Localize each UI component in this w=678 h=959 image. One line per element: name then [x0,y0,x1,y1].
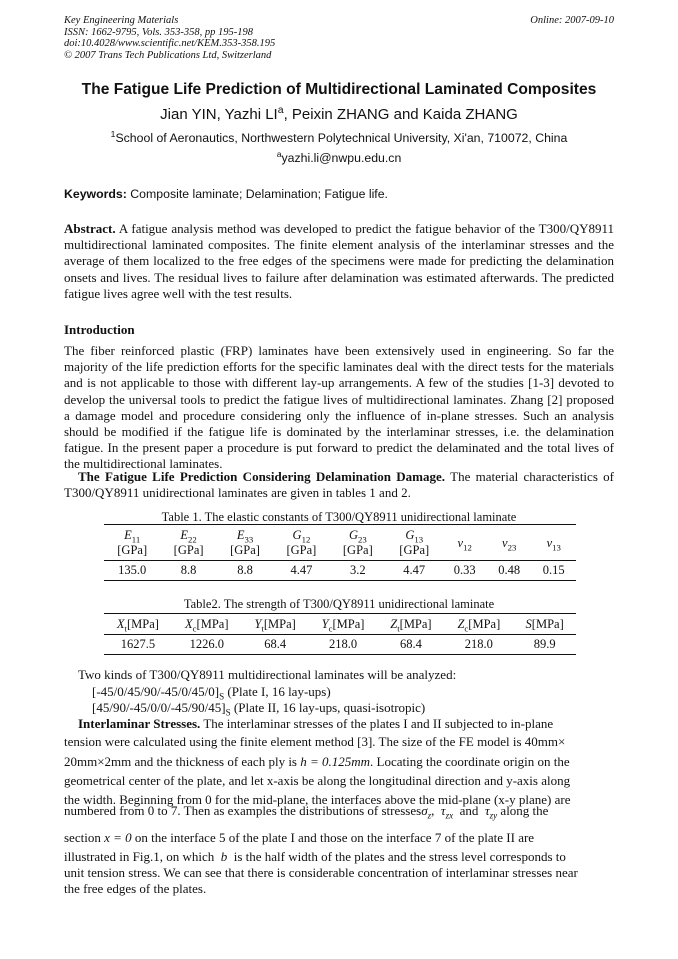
unit: [GPa] [117,543,148,557]
interlaminar-line6: numbered from 0 to 7. Then as examples the distributions of stressesσ$_z$, $\tau_{zx}$ and $\tau_{zy}$ along the [64,803,549,821]
doi: doi:10.4028/www.scientific.net/KEM.353-358.195 [64,38,276,50]
table1-value-cell: 4.47 [403,563,426,577]
authors-part1: Jian YIN, Yazhi LI [160,106,278,123]
plate1-layup: [-45/0/45/90/-45/0/45/0] [92,684,220,699]
unit: [GPa] [173,543,204,557]
table1 [104,524,576,581]
symbol: Y [321,617,329,631]
table2-value-cell: 1627.5 [120,637,156,651]
symbol: Y [254,617,262,631]
symbol: S [525,617,532,631]
table2-header-cell [172,614,242,635]
symbol: Z [457,617,465,631]
table1-value-cell: 0.15 [542,563,565,577]
author-list [0,106,678,123]
unit: [GPa] [286,543,317,557]
affiliation-text: School of Aeronautics, Northwestern Polytechnical University, Xi'an, 710072, China [115,131,568,145]
ply-thickness-eq: h = 0.125mm [300,754,371,769]
symbol: ν [546,535,553,550]
unit: [MPa] [332,617,365,631]
unit: [GPa] [342,543,373,557]
symbol-subscript: 11 [131,534,141,545]
plate2-desc: (Plate II, 16 lay-ups, quasi-isotropic) [230,700,426,715]
table1-header-cell [104,525,160,561]
symbol: E [124,528,132,542]
abstract [64,221,614,302]
plate1-sub: S [219,691,225,702]
table1-caption: Table 1. The elastic constants of T300/QY8911 unidirectional laminate [161,510,517,524]
issn: ISSN: 1662-9795, Vols. 353-358, pp 195-198 [64,26,253,38]
unit: [MPa] [531,617,564,631]
table2-header-cell [377,614,444,635]
symbol-subscript: t [124,623,127,634]
unit: [MPa] [126,617,159,631]
fatigue-text: The material characteristics of T300/QY8911 unidirectional laminates are given in tables 1 and 2. [64,469,615,501]
symbol-subscript: c [328,623,333,634]
table2-header-cell [444,614,513,635]
table1-value-cell: 0.33 [453,563,476,577]
paper-title: The Fatigue Life Prediction of Multidirectional Laminated Composites [81,81,597,98]
section-eq: x = 0 [104,830,132,845]
fatigue-heading: The Fatigue Life Prediction Considering Delamination Damage. [78,469,446,484]
table1-header-cell [386,525,442,561]
table1-value-cell: 3.2 [350,563,366,577]
introduction-text: The fiber reinforced plastic (FRP) laminates have been extensively used in engineering. So far the majority of the life prediction efforts for the specific laminates deal with the direct tests for the materials and is not applicable to those with different lay-up arrangements. A few of the studies [1-3] devoted to develop the universal tools to predict the fatigue lives of multidirectional laminates. Zhang [2] proposed a damage model and procedure considering only the influence of in-plane stresses. Such an analysis should be modified if the fatigue life is dominated by the interlaminar stresses, i.e. the delamination fatigue. In the present paper a procedure is put forward to predict the delaminated and the total lives of the multidirectional laminates. [64,343,614,472]
sigma-sub: z [427,810,432,821]
table1-value-cell: 135.0 [118,563,147,577]
tau-zy-symbol: τ [484,803,490,818]
symbol-subscript: t [397,623,400,634]
author-sup: a [277,104,284,116]
table1-header-cell [487,525,532,561]
table1-header-row [104,525,576,561]
table1-header-cell [531,525,576,561]
interlaminar-l6a: numbered from 0 to 7. Then as examples the distributions of stresses [64,803,422,818]
unit: [MPa] [468,617,501,631]
affiliation-sup: 1 [110,128,116,139]
tau-zx-sub: zx [445,810,454,821]
journal-name: Key Engineering Materials [64,15,179,26]
interlaminar-l7b: on the interface 5 of the plate I and those on the interface 7 of the plate II are [134,830,535,845]
table1-value-row [104,561,576,581]
tau-zy-sub: zy [489,810,498,821]
authors-part2: , Peixin ZHANG and Kaida ZHANG [283,106,518,123]
symbol-subscript: 13 [552,542,561,552]
keywords [64,187,388,201]
table1-header-cell [160,525,216,561]
table2-value-cell: 218.0 [464,637,493,651]
unit: [MPa] [196,617,229,631]
interlaminar-l8a: illustrated in Fig.1, on which [64,849,215,864]
interlaminar-line5: the width. Beginning from 0 for the mid-plane, the interfaces above the mid-plane (x-y plane) are [64,792,571,807]
table2-value-cell: 89.9 [533,637,556,651]
unit: [MPa] [263,617,296,631]
symbol: G [348,528,358,542]
half-width-symbol: b [220,849,228,864]
table1-header-cell [442,525,487,561]
symbol-subscript: 33 [244,534,254,545]
interlaminar-line9: unit tension stress. We can see that there is considerable concentration of interlaminar stresses near [64,865,578,880]
table1-value-cell: 8.8 [237,563,253,577]
interlaminar-l1: The interlaminar stresses of the plates I and II subjected to in-plane [203,716,554,731]
symbol: X [116,617,125,631]
abstract-label: Abstract. [64,221,116,236]
interlaminar-l6b: along the [500,803,549,818]
symbol-subscript: 13 [414,534,424,545]
table2-header-row [104,614,576,635]
symbol: Z [390,617,398,631]
interlaminar-l3a: 20mm×2mm and the thickness of each ply is [64,754,297,769]
symbol: ν [457,535,464,550]
plate2-sub: S [225,707,231,718]
table1-header-cell [330,525,386,561]
table2-value-cell: 218.0 [328,637,358,651]
symbol-subscript: 23 [507,542,517,552]
interlaminar-line2: tension were calculated using the finite element method [3]. The size of the FE model is 40mm× [64,734,566,749]
laminates-intro: Two kinds of T300/QY8911 multidirectional laminates will be analyzed: [78,667,457,682]
table2-header-cell [104,614,172,635]
and-word: and [459,803,479,818]
symbol-subscript: t [261,623,264,634]
interlaminar-line8 [64,849,614,865]
symbol-subscript: 12 [301,534,311,545]
email [0,148,678,165]
symbol: X [185,617,193,631]
plate2-line [92,700,425,716]
symbol: E [180,528,189,542]
plate1-desc: (Plate I, 16 lay-ups) [224,684,331,699]
table2-value-cell: 68.4 [264,637,287,651]
interlaminar-line10: the free edges of the plates. [64,881,207,896]
plate1-line [92,684,331,700]
table2-caption: Table2. The strength of T300/QY8911 unidirectional laminate [183,597,495,611]
online-date: Online: 2007-09-10 [530,15,614,26]
unit: [GPa] [230,543,260,557]
abstract-text: A fatigue analysis method was developed to predict the fatigue behavior of the T300/QY8911 multidirectional laminated composites. The finite element analysis of the interlaminar stresses and the average of them localized to the free edges of the specimens were made for predicting the delamination onsets and lives. The residual lives to failure after delamination was estimated afterwards. The predicted fatigue lives agree well with the test results. [64,221,614,301]
keywords-label: Keywords: [64,187,127,201]
table1-value-cell: 8.8 [180,563,197,577]
symbol: E [236,528,245,542]
fatigue-section [64,469,614,501]
interlaminar-l8b: is the half width of the plates and the stress level corresponds to [233,849,566,864]
table2-header-cell [309,614,378,635]
affiliation [0,128,678,145]
introduction-heading: Introduction [64,322,135,337]
symbol-subscript: c [192,623,197,634]
journal-header [64,15,275,61]
interlaminar-line3 [64,754,614,770]
table2-value-cell: 68.4 [400,637,422,651]
table2-header-cell [242,614,309,635]
email-sup: a [276,148,282,159]
symbol: G [292,528,302,542]
table2-header-cell [513,614,576,635]
table1-header-cell [273,525,329,561]
symbol-subscript: 23 [357,534,367,545]
sigma-symbol: σ [421,803,428,818]
table1-header-cell [217,525,273,561]
table2 [104,613,576,655]
email-text: yazhi.li@nwpu.edu.cn [281,151,402,165]
interlaminar-line7 [64,830,614,846]
table1-value-cell: 0.48 [498,563,521,577]
symbol-subscript: c [464,623,469,634]
tau-zx-symbol: τ [440,803,446,818]
symbol-subscript: 12 [463,542,472,552]
table2-value-row [104,635,576,655]
interlaminar-line4: geometrical center of the plate, and let x-axis be along the longitudinal direction and y-axis along [64,773,571,788]
plate2-layup: [45/90/-45/0/0/-45/90/45] [92,700,226,715]
interlaminar-line1 [64,716,614,732]
unit: [MPa] [399,617,432,631]
table2-value-cell: 1226.0 [189,637,224,651]
keywords-text: Composite laminate; Delamination; Fatigue life. [130,187,388,201]
symbol: G [405,528,415,542]
symbol-subscript: 22 [188,534,197,545]
copyright: © 2007 Trans Tech Publications Ltd, Switzerland [64,49,272,61]
table1-value-cell: 4.47 [290,563,313,577]
interlaminar-l7a: section [64,830,101,845]
symbol: ν [502,535,508,550]
unit: [GPa] [399,543,430,557]
interlaminar-heading: Interlaminar Stresses. [78,716,201,731]
interlaminar-l3c: . Locating the coordinate origin on the [370,754,570,769]
